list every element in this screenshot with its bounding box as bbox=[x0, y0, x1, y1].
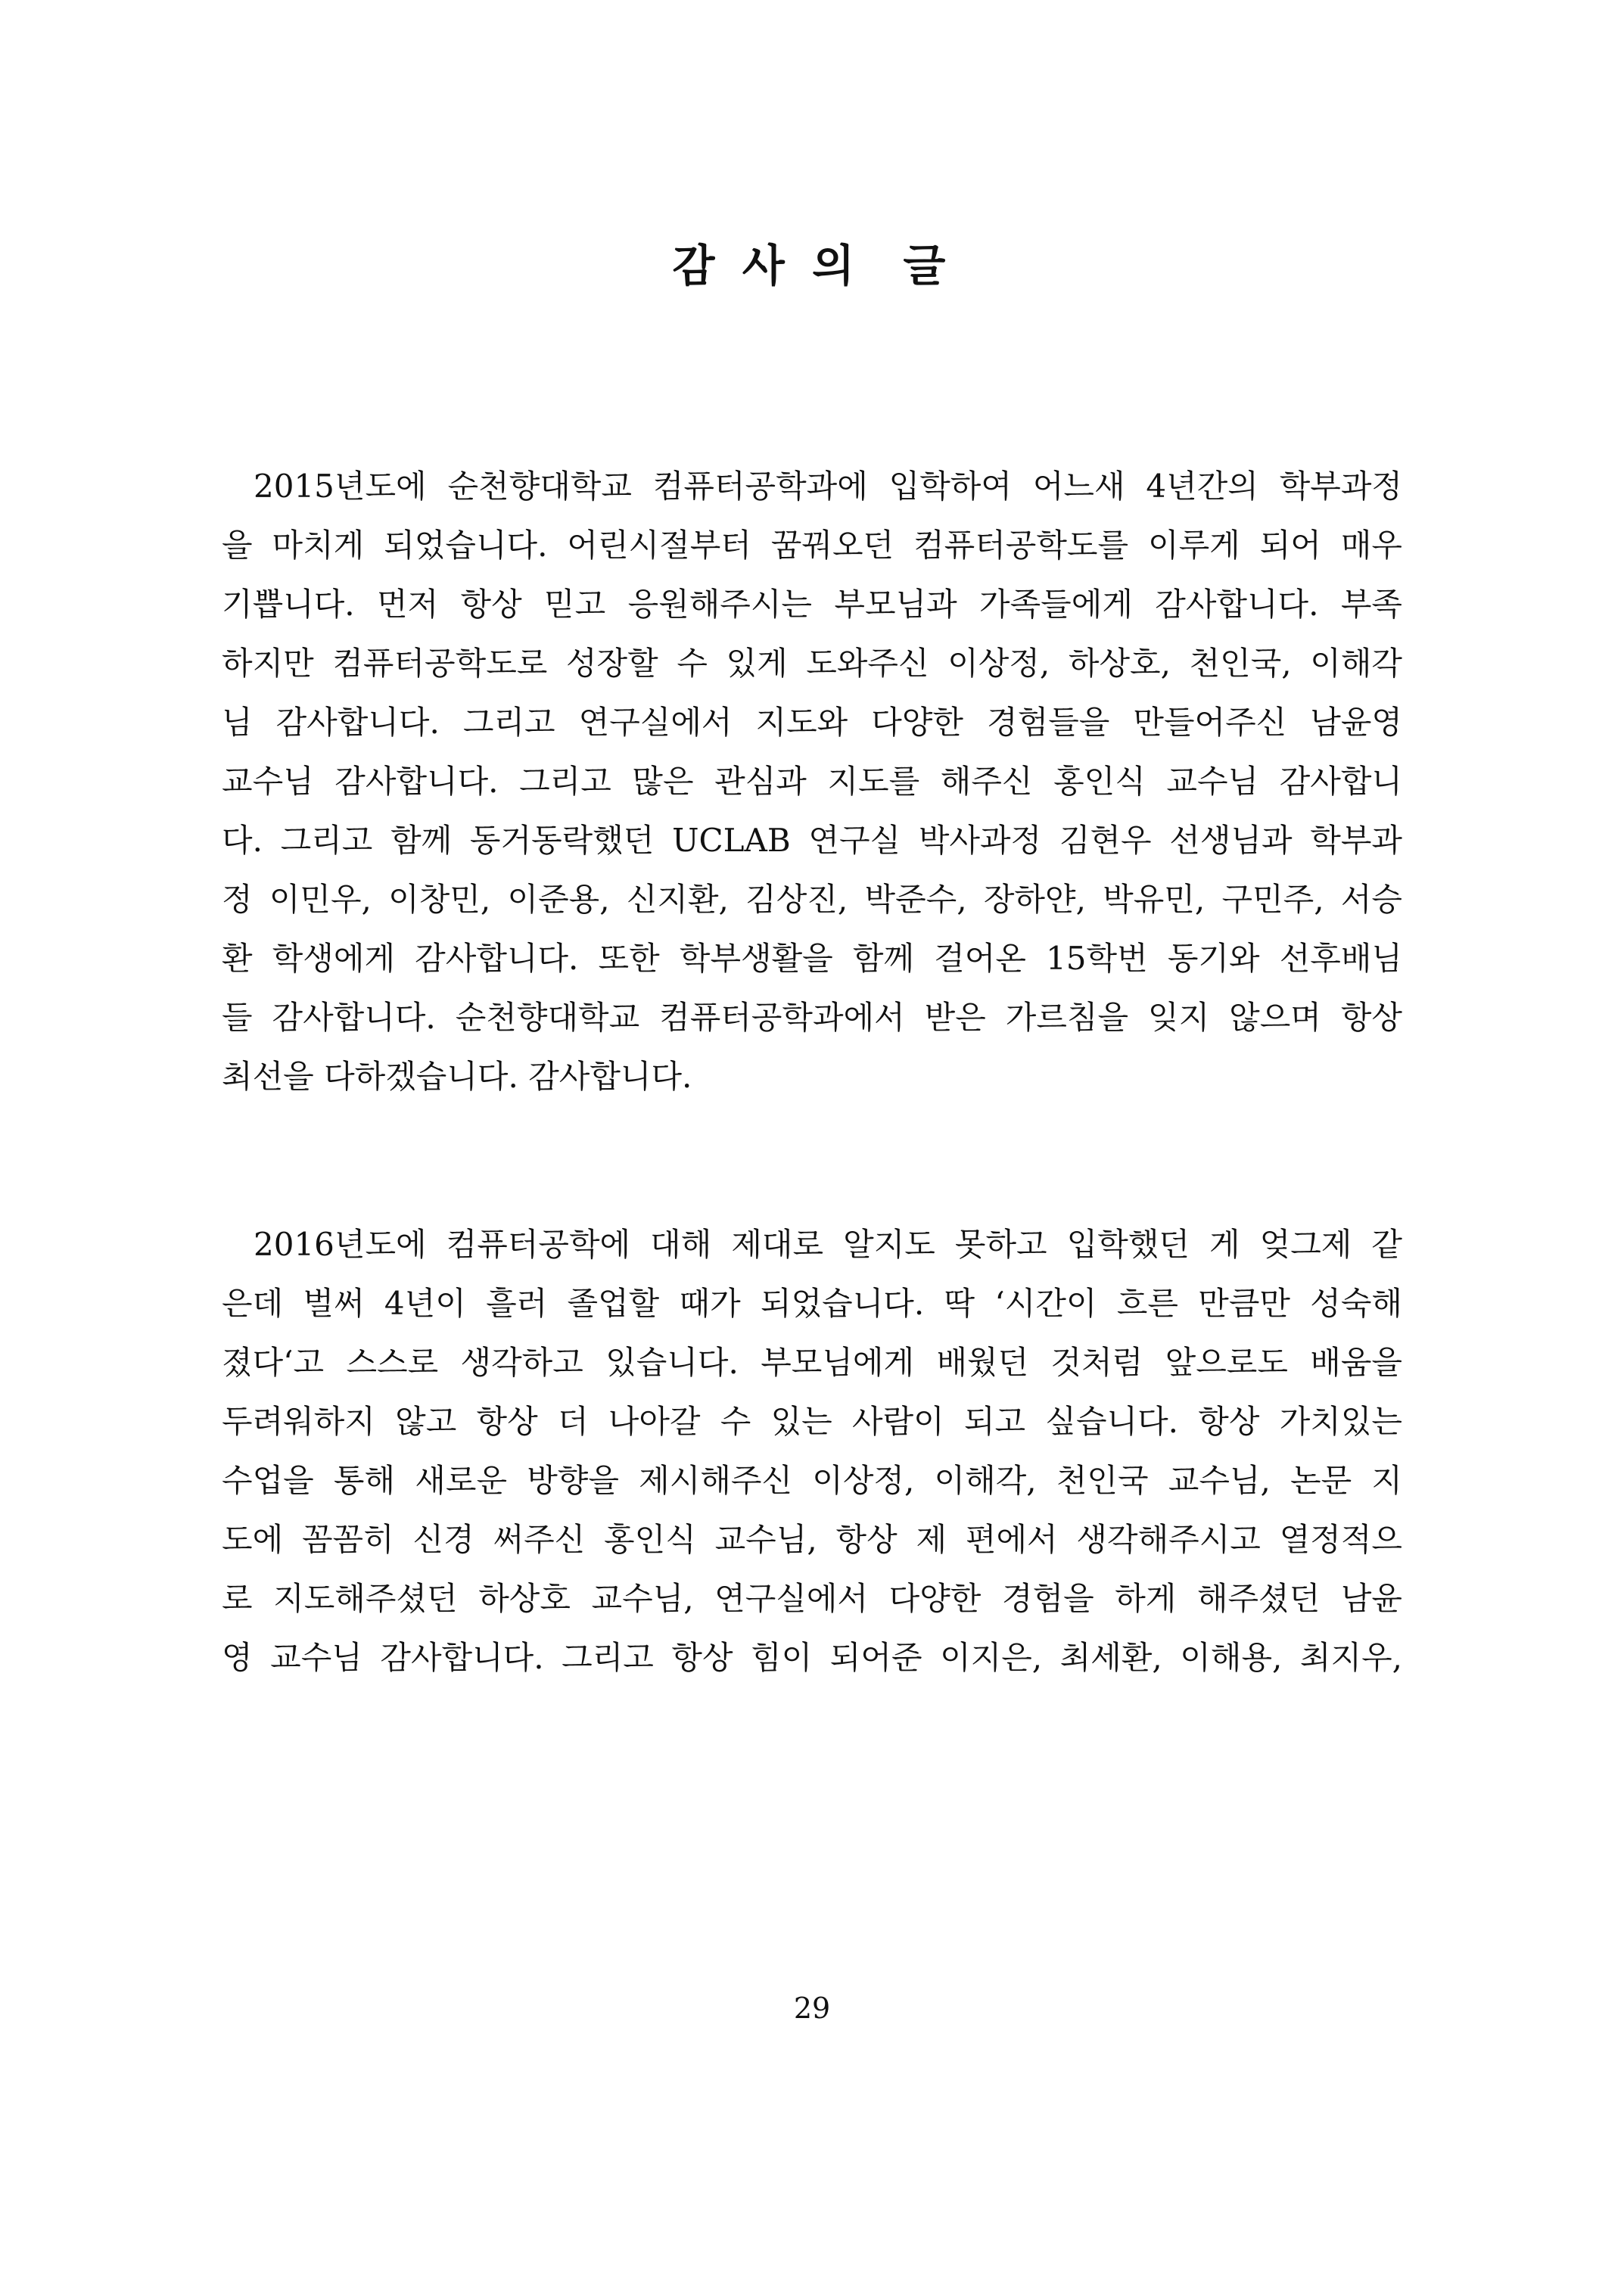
paragraph-line: 영 교수님 감사합니다. 그리고 항상 힘이 되어준 이지은, 최세환, 이해용, 최지우, bbox=[222, 1639, 1402, 1676]
acknowledgment-paragraph-1 bbox=[222, 457, 1402, 1106]
acknowledgment-paragraph-2 bbox=[222, 1215, 1402, 1687]
paragraph-line: 수업을 통해 새로운 방향을 제시해주신 이상정, 이해각, 천인국 교수님, 논문 지 bbox=[222, 1462, 1402, 1499]
paragraph-line: 님 감사합니다. 그리고 연구실에서 지도와 다양한 경험들을 만들어주신 남윤영 bbox=[222, 704, 1402, 741]
paragraph-line: 로 지도해주셨던 하상호 교수님, 연구실에서 다양한 경험을 하게 해주셨던 남윤 bbox=[222, 1580, 1402, 1617]
paragraph-line: 졌다‘고 스스로 생각하고 있습니다. 부모님에게 배웠던 것처럼 앞으로도 배움을 bbox=[222, 1344, 1402, 1381]
paragraph-line: 은데 벌써 4년이 흘러 졸업할 때가 되었습니다. 딱 ‘시간이 흐른 만큼만 성숙해 bbox=[222, 1285, 1402, 1322]
paragraph-line: 2015년도에 순천향대학교 컴퓨터공학과에 입학하여 어느새 4년간의 학부과정 bbox=[254, 468, 1402, 505]
paragraph-line: 정 이민우, 이창민, 이준용, 신지환, 김상진, 박준수, 장하얀, 박유민, 구민주, 서승 bbox=[222, 881, 1402, 918]
paragraph-line: 두려워하지 않고 항상 더 나아갈 수 있는 사람이 되고 싶습니다. 항상 가치있는 bbox=[222, 1403, 1402, 1440]
page-title: 감 사 의 글 bbox=[672, 240, 952, 291]
paragraph-line: 들 감사합니다. 순천향대학교 컴퓨터공학과에서 받은 가르침을 잊지 않으며 항상 bbox=[222, 999, 1402, 1036]
paragraph-line: 기쁩니다. 먼저 항상 믿고 응원해주시는 부모님과 가족들에게 감사합니다. 부족 bbox=[222, 586, 1402, 623]
paragraph-line: 을 마치게 되었습니다. 어린시절부터 꿈꿔오던 컴퓨터공학도를 이루게 되어 매우 bbox=[222, 527, 1402, 564]
paragraph-line: 최선을 다하겠습니다. 감사합니다. bbox=[222, 1058, 692, 1095]
paragraph-line: 교수님 감사합니다. 그리고 많은 관심과 지도를 해주신 홍인식 교수님 감사합니 bbox=[222, 763, 1402, 800]
paragraph-line: 환 학생에게 감사합니다. 또한 학부생활을 함께 걸어온 15학번 동기와 선후배님 bbox=[222, 940, 1402, 977]
paragraph-line: 도에 꼼꼼히 신경 써주신 홍인식 교수님, 항상 제 편에서 생각해주시고 열정적으 bbox=[222, 1521, 1402, 1558]
paragraph-line: 다. 그리고 함께 동거동락했던 UCLAB 연구실 박사과정 김현우 선생님과 학부과 bbox=[222, 822, 1402, 859]
paragraph-line: 하지만 컴퓨터공학도로 성장할 수 있게 도와주신 이상정, 하상호, 천인국, 이해각 bbox=[222, 645, 1402, 682]
paragraph-line: 2016년도에 컴퓨터공학에 대해 제대로 알지도 못하고 입학했던 게 엊그제 같 bbox=[254, 1226, 1402, 1263]
page-number: 29 bbox=[793, 1992, 831, 2025]
